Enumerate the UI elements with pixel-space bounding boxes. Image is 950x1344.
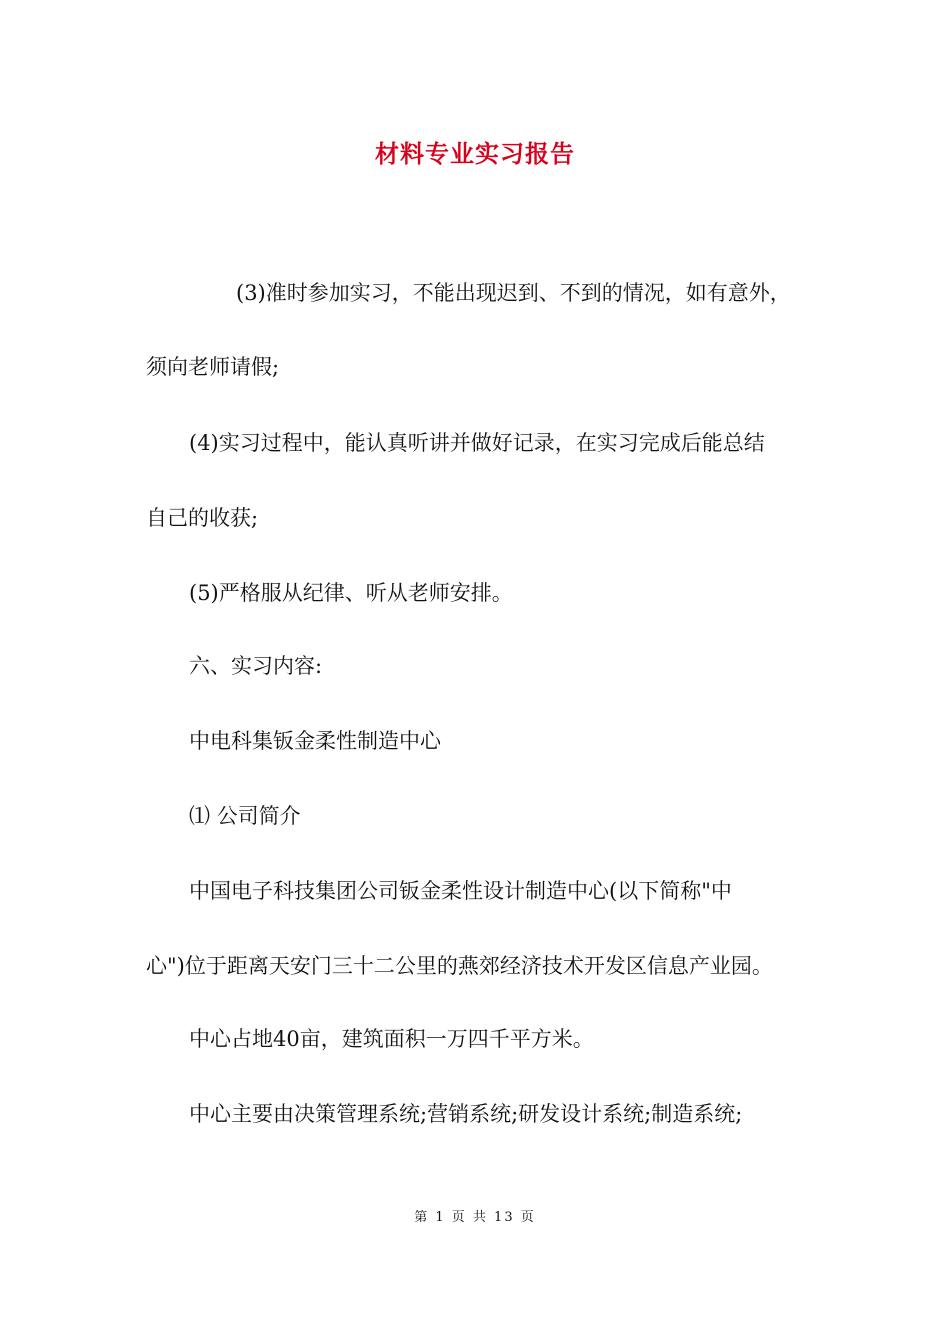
paragraph-line: (4)实习过程中，能认真听讲并做好记录，在实习完成后能总结 (189, 431, 765, 455)
subsection-heading: ⑴ 公司简介 (189, 804, 301, 828)
paragraph-line: 须向老师请假; (146, 355, 280, 379)
section-heading: 六、实习内容: (189, 654, 323, 678)
document-title: 材料专业实习报告 (375, 139, 575, 168)
paragraph-line: 中国电子科技集团公司钣金柔性设计制造中心(以下简称"中 (189, 879, 732, 903)
page-footer: 第 1 页 共 13 页 (414, 1210, 536, 1225)
paragraph-line: (5)严格服从纪律、听从老师安排。 (189, 581, 513, 605)
paragraph-line: 中心主要由决策管理系统;营销系统;研发设计系统;制造系统; (189, 1102, 743, 1126)
paragraph-line: 中心占地40亩，建筑面积一万四千平方米。 (189, 1027, 594, 1051)
paragraph-line: 自己的收获; (146, 506, 259, 530)
paragraph-line: (3)准时参加实习，不能出现迟到、不到的情况，如有意外， (236, 281, 791, 305)
paragraph-line: 心")位于距离天安门三十二公里的燕郊经济技术开发区信息产业园。 (146, 954, 773, 978)
paragraph-line: 中电科集钣金柔性制造中心 (189, 729, 441, 753)
